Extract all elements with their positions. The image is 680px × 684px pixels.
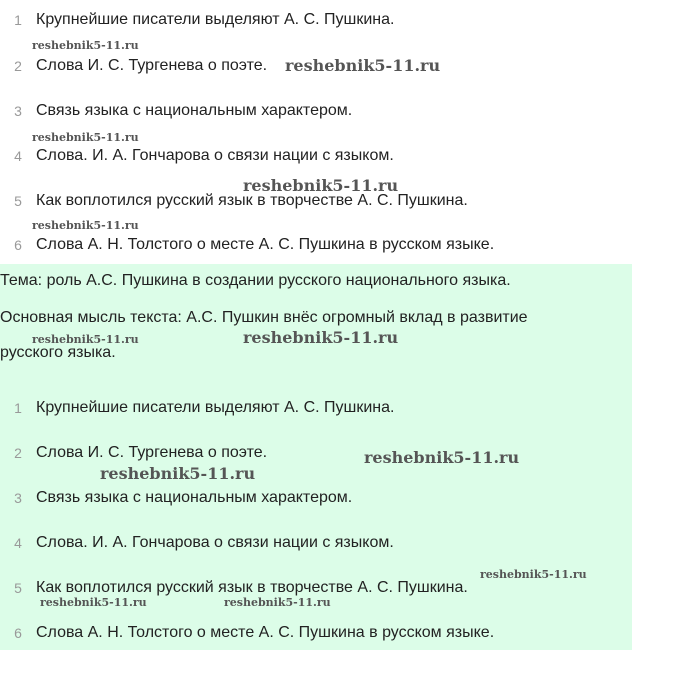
item-number: 5 bbox=[14, 193, 22, 209]
item-text: Крупнейшие писатели выделяют А. С. Пушкина. bbox=[36, 399, 395, 416]
item-text: Слова. И. А. Гончарова о связи нации с языком. bbox=[36, 534, 394, 551]
item-number: 3 bbox=[14, 103, 22, 119]
item-number: 5 bbox=[14, 580, 22, 596]
item-text: Связь языка с национальным характером. bbox=[36, 489, 353, 506]
theme-text: Тема: роль А.С. Пушкина в создании русского национального языка. bbox=[0, 272, 511, 289]
watermark: reshebnik5-11.ru bbox=[285, 56, 441, 75]
item-number: 6 bbox=[14, 237, 22, 253]
watermark: reshebnik5-11.ru bbox=[243, 176, 399, 195]
watermark: reshebnik5-11.ru bbox=[243, 328, 399, 347]
watermark: reshebnik5-11.ru bbox=[100, 464, 256, 483]
item-text: Как воплотился русский язык в творчестве А. С. Пушкина. bbox=[36, 192, 468, 209]
item-text: Слова И. С. Тургенева о поэте. bbox=[36, 444, 268, 461]
item-number: 1 bbox=[14, 400, 22, 416]
item-text: Слова. И. А. Гончарова о связи нации с языком. bbox=[36, 147, 394, 164]
item-number: 4 bbox=[14, 148, 22, 164]
item-number: 3 bbox=[14, 490, 22, 506]
watermark: reshebnik5-11.ru bbox=[32, 39, 139, 52]
item-number: 2 bbox=[14, 445, 22, 461]
item-number: 6 bbox=[14, 625, 22, 641]
item-number: 2 bbox=[14, 58, 22, 74]
watermark: reshebnik5-11.ru bbox=[32, 131, 139, 144]
watermark: reshebnik5-11.ru bbox=[224, 596, 331, 609]
item-text: Крупнейшие писатели выделяют А. С. Пушкина. bbox=[36, 11, 395, 28]
item-text: Слова И. С. Тургенева о поэте. bbox=[36, 57, 268, 74]
watermark: reshebnik5-11.ru bbox=[32, 333, 139, 346]
answer-box bbox=[0, 264, 632, 650]
item-number: 1 bbox=[14, 12, 22, 28]
item-text: Слова А. Н. Толстого о месте А. С. Пушкина в русском языке. bbox=[36, 236, 495, 253]
idea-text-line1: Основная мысль текста: А.С. Пушкин внёс огромный вклад в развитие bbox=[0, 309, 528, 326]
watermark: reshebnik5-11.ru bbox=[40, 596, 147, 609]
item-number: 4 bbox=[14, 535, 22, 551]
watermark: reshebnik5-11.ru bbox=[364, 448, 520, 467]
item-text: Как воплотился русский язык в творчестве А. С. Пушкина. bbox=[36, 579, 468, 596]
idea-text-line2: русского языка. bbox=[0, 344, 116, 361]
watermark: reshebnik5-11.ru bbox=[480, 568, 587, 581]
item-text: Слова А. Н. Толстого о месте А. С. Пушкина в русском языке. bbox=[36, 624, 495, 641]
watermark: reshebnik5-11.ru bbox=[32, 219, 139, 232]
item-text: Связь языка с национальным характером. bbox=[36, 102, 353, 119]
